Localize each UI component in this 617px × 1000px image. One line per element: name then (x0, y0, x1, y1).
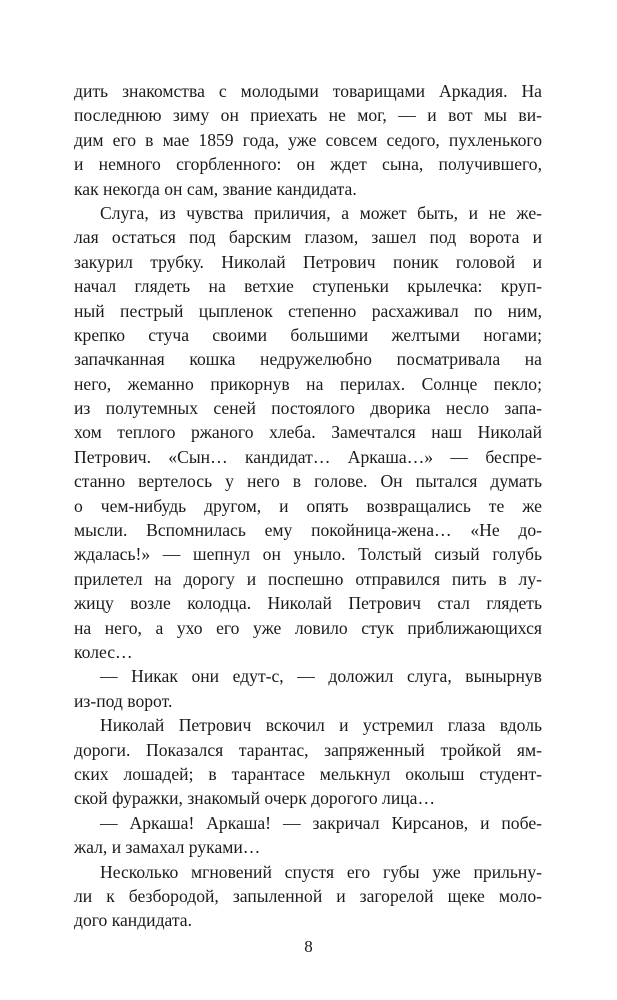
text-line: дить знакомства с молодыми товарищами Аркадия. На (74, 81, 542, 101)
text-line: Николай Петрович вскочил и устремил глаза вдоль (100, 715, 542, 736)
text-line: последнюю зиму он приехать не мог, — и вот мы ви- (74, 105, 542, 126)
text-line: начал глядеть на ветхие ступеньки крылечка: круп- (74, 276, 542, 297)
text-line: дим его в мае 1859 года, уже совсем седого, пухленького (74, 129, 542, 150)
paragraph (74, 79, 542, 201)
text-line: колес… (74, 641, 133, 662)
paragraph (74, 713, 542, 811)
text-line: Петрович. «Сын… кандидат… Аркаша…» — беспре- (74, 446, 542, 467)
paragraph (74, 201, 542, 664)
page-number: 8 (304, 937, 313, 956)
text-line: жал, и замахал руками… (74, 837, 261, 858)
text-line: о чем-нибудь другом, и опять возвращались те же (74, 495, 542, 516)
text-line: станно вертелось у него в голове. Он пытался думать (74, 471, 542, 492)
text-line: ный пестрый цыпленок степенно расхаживал по ним, (74, 300, 542, 321)
text-line: него, жеманно прикорнув на перилах. Солнце пекло; (74, 373, 542, 394)
text-line: ждалась!» — шепнул он уныло. Толстый сизый голубь (74, 544, 542, 565)
text-line: как некогда он сам, звание кандидата. (74, 178, 357, 199)
text-line: и немного сгорбленного: он ждет сына, получившего, (74, 154, 542, 175)
paragraph (74, 811, 542, 860)
text-line: на него, а ухо его уже ловило стук приближающихся (74, 617, 542, 638)
text-line: запачканная кошка недружелюбно посматривала на (74, 349, 542, 370)
text-line: — Никак они едут-с, — доложил слуга, вынырнув (100, 666, 542, 687)
text-line: из-под ворот. (74, 690, 173, 711)
text-line: жицу возле колодца. Николай Петрович стал глядеть (74, 593, 542, 614)
text-line: Слуга, из чувства приличия, а может быть, и не же- (100, 202, 542, 223)
text-line: ских лошадей; в тарантасе мелькнул околыш студент- (74, 763, 542, 784)
text-line: закурил трубку. Николай Петрович поник головой и (74, 251, 542, 272)
text-line: дого кандидата. (74, 910, 193, 931)
text-line: ской фуражки, знакомый очерк дорогого лица… (74, 788, 436, 809)
text-line: мысли. Вспомнилась ему покойница-жена… «Не до- (74, 520, 542, 541)
text-line: Несколько мгновений спустя его губы уже прильну- (100, 861, 542, 882)
text-line: хом теплого ржаного хлеба. Замечтался наш Николай (74, 422, 542, 443)
text-line: прилетел на дорогу и поспешно отправился пить в лу- (74, 568, 542, 589)
text-line: крепко стуча своими большими желтыми ногами; (74, 324, 542, 345)
text-line: из полутемных сеней постоялого дворика несло запа- (74, 398, 542, 419)
text-line: дороги. Показался тарантас, запряженный тройкой ям- (74, 739, 542, 760)
body-text (74, 79, 542, 933)
text-line: ли к безбородой, запыленной и загорелой щеке моло- (74, 885, 542, 906)
text-line: лая остаться под барским глазом, зашел под ворота и (74, 227, 542, 248)
paragraph (74, 664, 542, 713)
text-line: — Аркаша! Аркаша! — закричал Кирсанов, и побе- (100, 812, 542, 833)
paragraph (74, 860, 542, 933)
